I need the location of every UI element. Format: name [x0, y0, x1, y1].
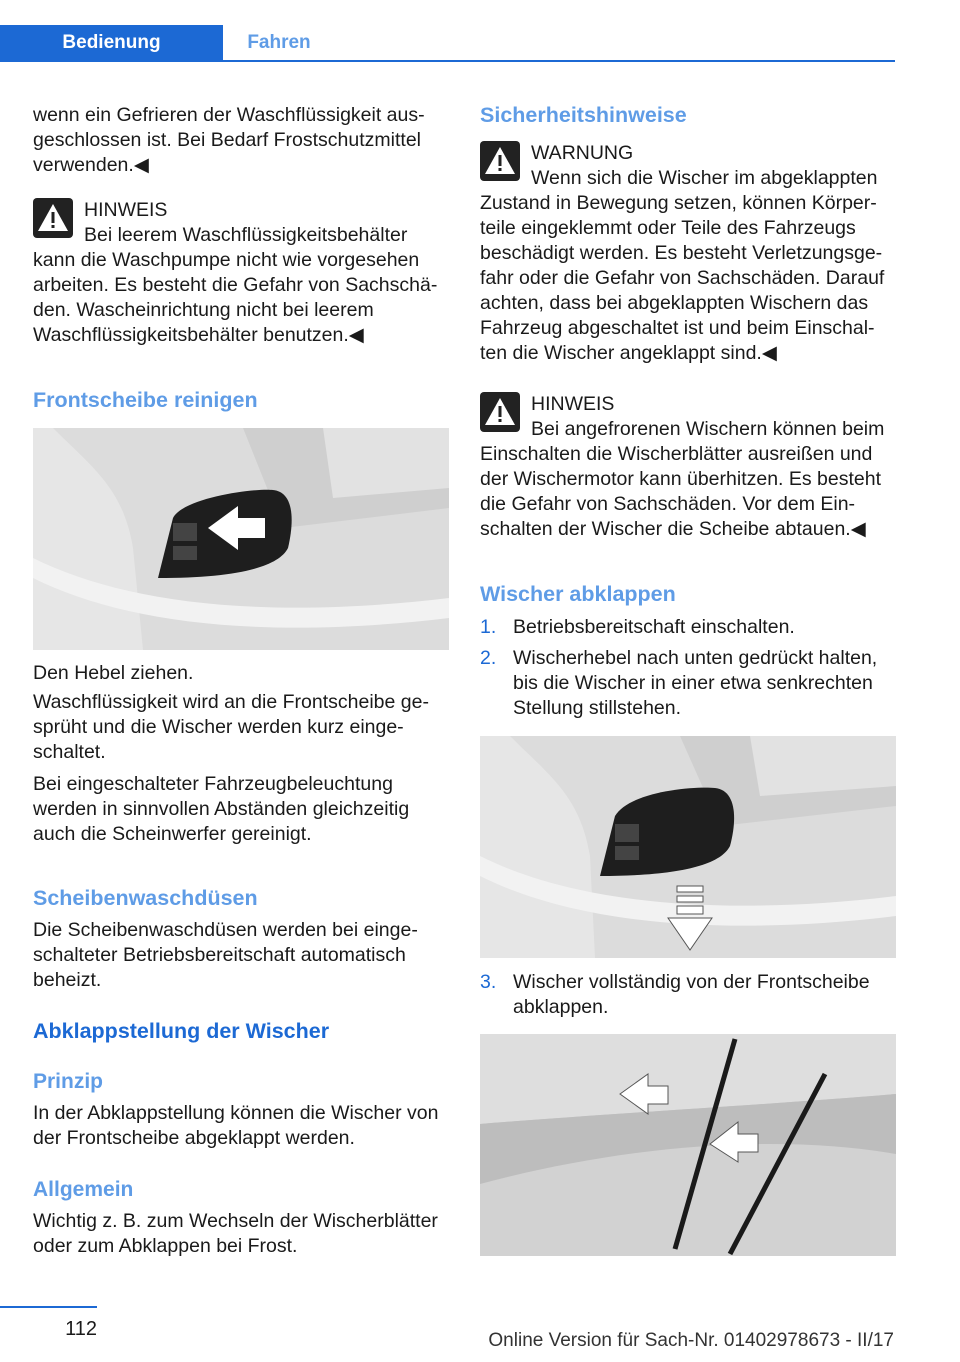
tab-bedienung[interactable]: Bedienung	[0, 25, 223, 61]
heading-frontscheibe: Frontscheibe reinigen	[33, 388, 258, 412]
tab-fahren[interactable]: Fahren	[247, 32, 311, 53]
figure-wiper-lever-pull	[33, 428, 449, 650]
figure-wipers-folded	[480, 1034, 896, 1256]
heading-prinzip: Prinzip	[33, 1070, 104, 1093]
heading-allgemein: Allgemein	[33, 1178, 134, 1201]
tab-underline	[0, 60, 895, 62]
footer-text: Online Version für Sach-Nr. 01402978673 - II/17	[488, 1330, 894, 1351]
paragraph-duesen: Die Scheibenwaschdüsen werden bei einge‐ schalteter Betriebsbereitschaft automatisch beheizt.	[33, 919, 418, 991]
paragraph-allgemein: Wichtig z. B. zum Wechseln der Wischerblätter oder zum Abklappen bei Frost.	[33, 1210, 438, 1257]
step-number: 3.	[480, 971, 497, 993]
warning-body: Wenn sich die Wischer im abgeklappten Zustand in Bewegung setzen, können Körper‐ teile eingeklemmt oder Teile des Fahrzeugs beschädigt werden. Es besteht Verletzungsge‐ fahr oder die Gefahr von Sachschäden. Darauf achten, dass bei abgeklappten Wischern das Fahrzeug abgeschaltet ist und beim Einschal‐ ten die Wischer angeklappt sind.◀	[480, 167, 885, 364]
step-text: Wischer vollständig von der Frontscheibe abklappen.	[513, 971, 870, 1018]
heading-sicherheitshinweise: Sicherheitshinweise	[480, 103, 687, 127]
list-item	[480, 615, 896, 640]
steps-list-b	[480, 970, 896, 1020]
intro-paragraph: wenn ein Gefrieren der Waschflüssigkeit aus‐ geschlossen ist. Bei Bedarf Frostschutzmittel verwenden.◀	[33, 104, 425, 176]
notice-title: HINWEIS	[84, 199, 168, 221]
page-number: 112	[65, 1318, 97, 1340]
heading-duesen: Scheibenwaschdüsen	[33, 886, 258, 910]
step-number: 1.	[480, 616, 497, 638]
figure-wiper-lever-push	[480, 736, 896, 958]
heading-abklappstellung: Abklappstellung der Wischer	[33, 1019, 330, 1043]
heading-wischer-abklappen: Wischer abklappen	[480, 582, 676, 606]
notice-title: HINWEIS	[531, 393, 615, 415]
paragraph-hebel: Den Hebel ziehen.	[33, 662, 194, 684]
list-item	[480, 970, 896, 1020]
step-number: 2.	[480, 647, 497, 669]
notice-body: Bei angefrorenen Wischern können beim Einschalten die Wischerblätter ausreißen und der Wischermotor kann überhitzen. Es besteht die Gefahr von Sachschäden. Vor dem Ein‐ schalten der Wischer die Scheibe abtauen.◀	[480, 418, 885, 540]
warning-title: WARNUNG	[531, 142, 634, 164]
paragraph-prinzip: In der Abklappstellung können die Wischer von der Frontscheibe abgeklappt werden.	[33, 1102, 439, 1149]
notice-body: Bei leerem Waschflüssigkeitsbehälter kann die Waschpumpe nicht wie vorgesehen arbeiten. Es besteht die Gefahr von Sachschä‐ den. Wascheinrichtung nicht bei leerem Waschflüssigkeitsbehälter benutzen.◀	[33, 224, 438, 346]
step-text: Wischerhebel nach unten gedrückt halten, bis die Wischer in einer etwa senkrechten Stellung stillstehen.	[513, 647, 878, 719]
list-item	[480, 646, 896, 721]
page-number-box	[0, 1306, 97, 1340]
paragraph-spruehen: Waschflüssigkeit wird an die Frontscheibe ge‐ sprüht und die Wischer werden kurz einge‐ schaltet.	[33, 691, 429, 763]
paragraph-beleuchtung: Bei eingeschalteter Fahrzeugbeleuchtung werden in sinnvollen Abständen gleichzeitig auch die Scheinwerfer gereinigt.	[33, 773, 410, 845]
steps-list-a	[480, 615, 896, 721]
step-text: Betriebsbereitschaft einschalten.	[513, 616, 795, 638]
tab-bar	[0, 25, 895, 61]
